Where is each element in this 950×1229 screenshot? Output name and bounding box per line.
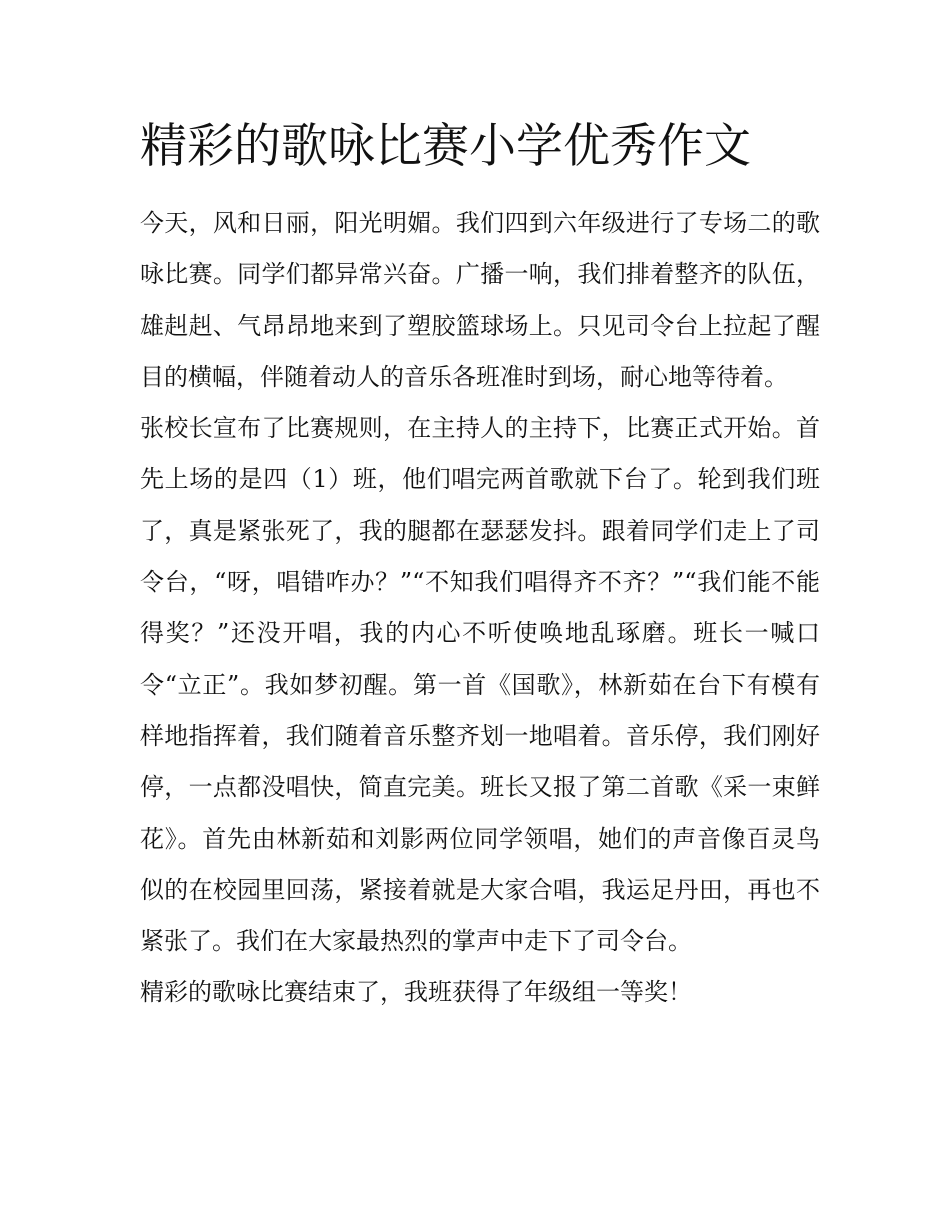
- paragraph-2: 张校长宣布了比赛规则，在主持人的主持下，比赛正式开始。首先上场的是四（1）班，他们唱完两首歌就下台了。轮到我们班了，真是紧张死了，我的腿都在瑟瑟发抖。跟着同学们走上了司令台，“呀，唱错咋办？”“不知我们唱得齐不齐？”“我们能不能得奖？”还没开唱，我的内心不听使唤地乱琢磨。班长一喊口令“立正”。我如梦初醒。第一首《国歌》，林新茹在台下有模有样地指挥着，我们随着音乐整齐划一地唱着。音乐停，我们刚好停，一点都没唱快，简直完美。班长又报了第二首歌《采一束鲜花》。首先由林新茹和刘影两位同学领唱，她们的声音像百灵鸟似的在校园里回荡，紧接着就是大家合唱，我运足丹田，再也不紧张了。我们在大家最热烈的掌声中走下了司令台。: [140, 414, 820, 956]
- paragraph-1: 今天，风和日丽，阳光明媚。我们四到六年级进行了专场二的歌咏比赛。同学们都异常兴奋。广播一响，我们排着整齐的队伍，雄赳赳、气昂昂地来到了塑胶篮球场上。只见司令台上拉起了醒目的横幅，伴随着动人的音乐各班准时到场，耐心地等待着。: [140, 209, 820, 391]
- document-body: [140, 198, 820, 1019]
- document-title: 精彩的歌咏比赛小学优秀作文: [140, 119, 751, 174]
- paragraph-3: 精彩的歌咏比赛结束了，我班获得了年级组一等奖！: [140, 978, 692, 1007]
